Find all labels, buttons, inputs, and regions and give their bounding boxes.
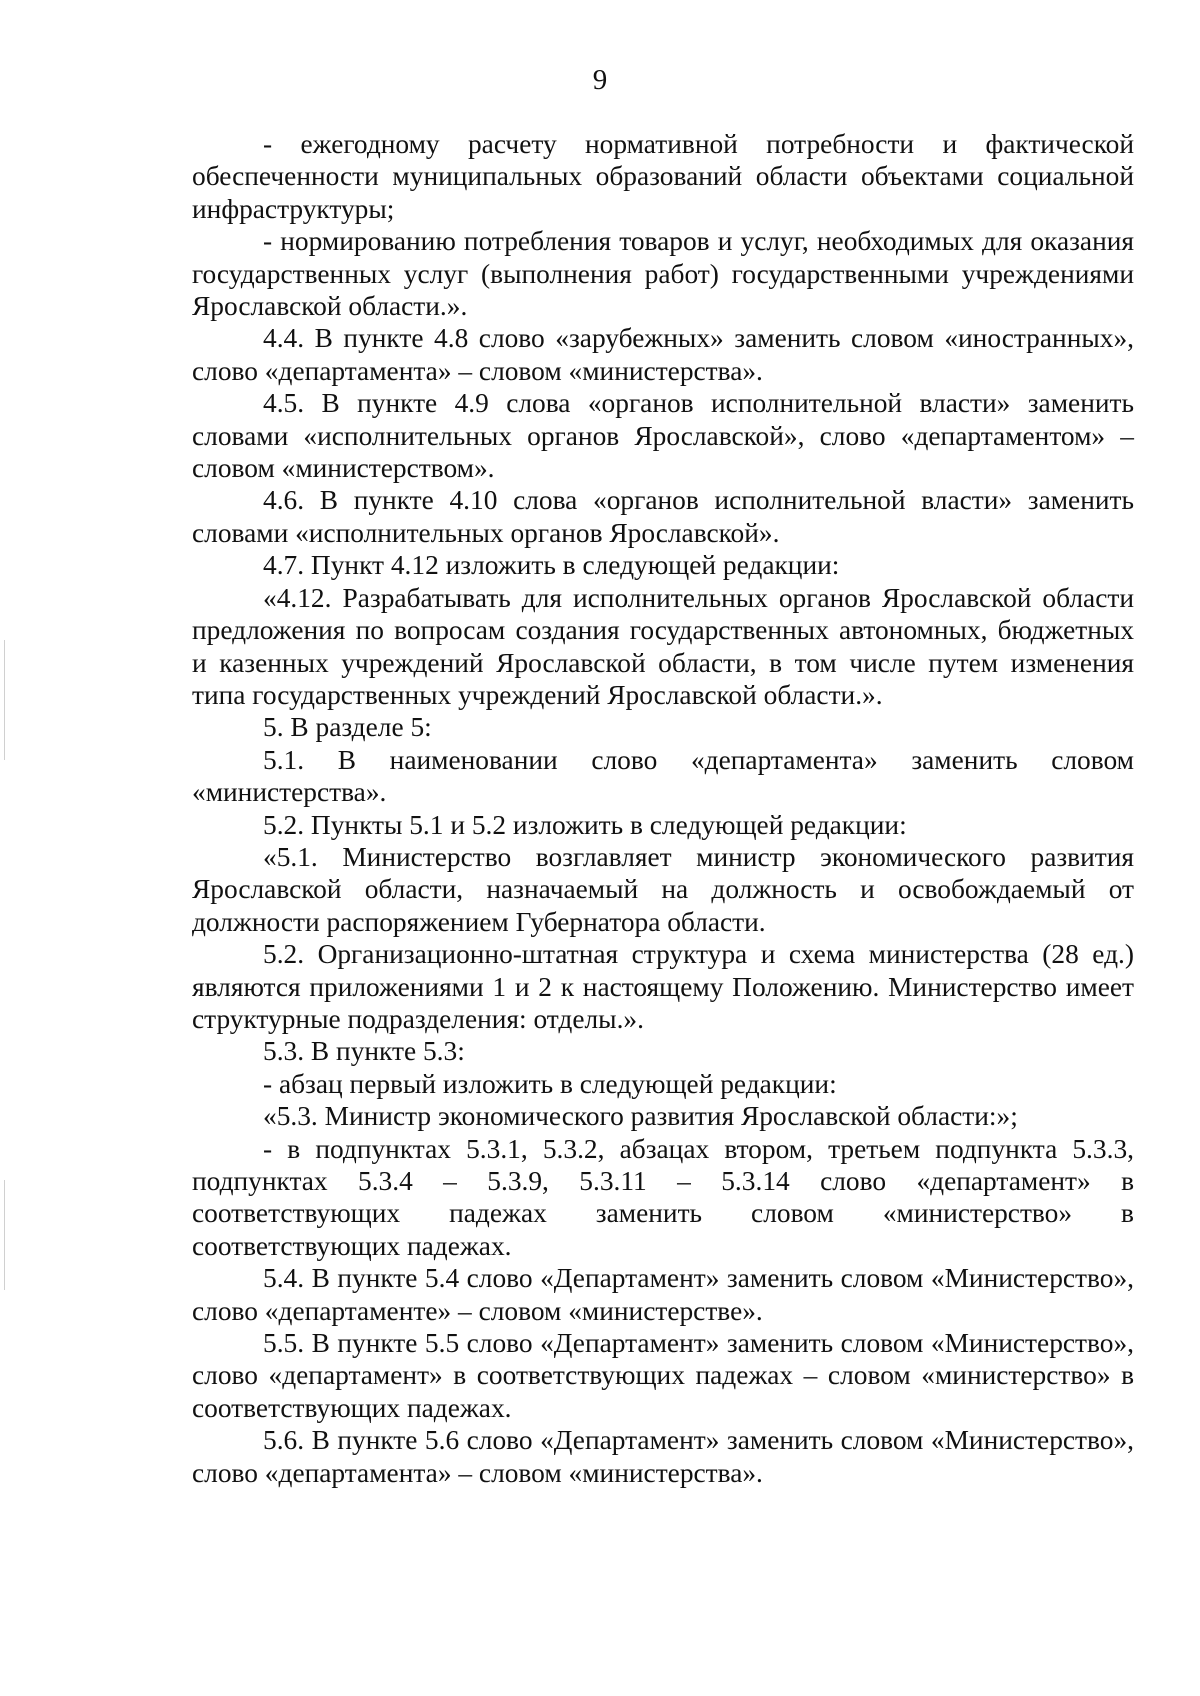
- page-number: 9: [592, 64, 608, 96]
- paragraph: 5.3. В пункте 5.3:: [263, 1036, 465, 1067]
- paragraph: 4.6. В пункте 4.10 слова «органов исполнительной власти» заменить словами «исполнительных органов Ярославской».: [192, 485, 1134, 548]
- paragraph: 4.7. Пункт 4.12 изложить в следующей редакции:: [263, 550, 840, 581]
- paragraph: 4.5. В пункте 4.9 слова «органов исполнительной власти» заменить словами «исполнительных органов Ярославской», слово «департаментом» – словом «министерством».: [192, 388, 1134, 484]
- paragraph: - в подпунктах 5.3.1, 5.3.2, абзацах втором, третьем подпункта 5.3.3, подпунктах 5.3.4 – 5.3.9, 5.3.11 – 5.3.14 слово «департамент» в соответствующих падежах заменить словом «министерство» в соответствующих падежах.: [192, 1133, 1134, 1261]
- paragraph: 5. В разделе 5:: [263, 712, 432, 743]
- paragraph: 5.2. Организационно-штатная структура и схема министерства (28 ед.) являются приложениями 1 и 2 к настоящему Положению. Министерство имеет структурные подразделения: отделы.».: [192, 939, 1134, 1034]
- scan-edge-mark: [4, 640, 5, 760]
- paragraph: 5.2. Пункты 5.1 и 5.2 изложить в следующей редакции:: [263, 809, 907, 840]
- paragraph: 5.5. В пункте 5.5 слово «Департамент» заменить словом «Министерство», слово «департамент» в соответствующих падежах – словом «министерство» в соответствующих падежах.: [192, 1328, 1134, 1423]
- paragraph: - ежегодному расчету нормативной потребности и фактической обеспеченности муниципальных образований области объектами социальной инфраструктуры;: [192, 129, 1134, 224]
- document-body: [192, 128, 1134, 1489]
- paragraph: 5.4. В пункте 5.4 слово «Департамент» заменить словом «Министерство», слово «департаменте» – словом «министерстве».: [192, 1263, 1134, 1326]
- paragraph: 5.1. В наименовании слово «департамента» заменить словом «министерства».: [192, 744, 1134, 808]
- paragraph: «5.3. Министр экономического развития Ярославской области:»;: [263, 1101, 1018, 1132]
- paragraph: «4.12. Разрабатывать для исполнительных органов Ярославской области предложения по вопросам создания государственных автономных, бюджетных и казенных учреждений Ярославской области, в том числе путем изменения типа государственных учреждений Ярославской области.».: [192, 582, 1134, 710]
- scan-edge-mark: [4, 1180, 5, 1290]
- paragraph: 5.6. В пункте 5.6 слово «Департамент» заменить словом «Министерство», слово «департамента» – словом «министерства».: [192, 1425, 1134, 1488]
- paragraph: - нормированию потребления товаров и услуг, необходимых для оказания государственных услуг (выполнения работ) государственными учреждениями Ярославской области.».: [192, 226, 1134, 322]
- paragraph: «5.1. Министерство возглавляет министр экономического развития Ярославской области, назначаемый на должность и освобождаемый от должности распоряжением Губернатора области.: [192, 841, 1134, 937]
- paragraph: - абзац первый изложить в следующей редакции:: [263, 1068, 837, 1099]
- paragraph: 4.4. В пункте 4.8 слово «зарубежных» заменить словом «иностранных», слово «департамента» – словом «министерства».: [192, 323, 1134, 386]
